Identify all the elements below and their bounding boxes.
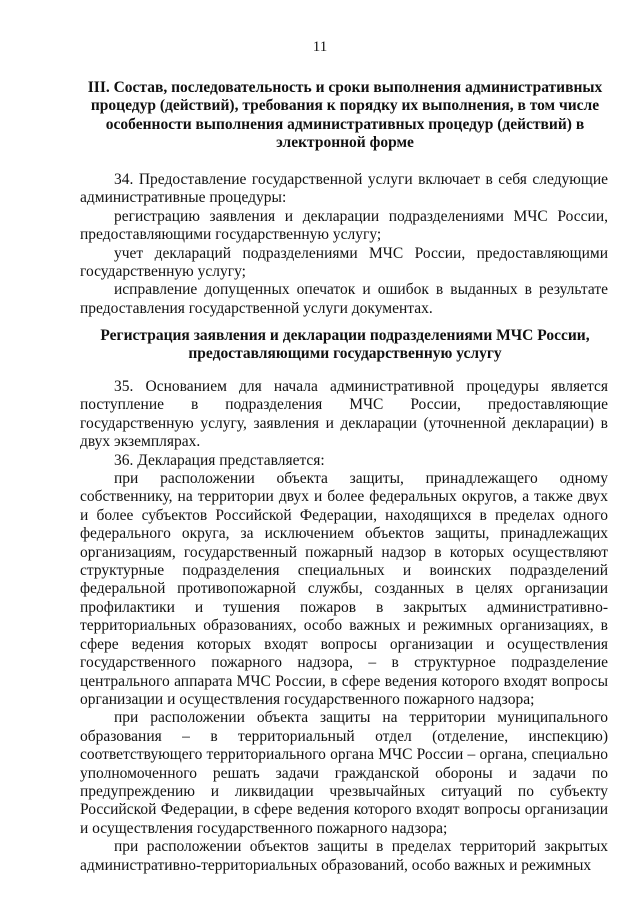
section-body: [80, 171, 608, 318]
page-number: 11: [312, 39, 328, 55]
subsection-body: [80, 378, 608, 875]
paragraph-34: 34. Предоставление государственной услуги включает в себя следующие административные процедуры:: [80, 171, 608, 207]
procedure-item-corrections: исправление допущенных опечаток и ошибок в выданных в результате предоставления государственной услуги документах.: [80, 281, 608, 317]
procedure-item-registration: регистрацию заявления и декларации подразделениями МЧС России, предоставляющими государственную услугу;: [80, 207, 608, 244]
paragraph-36: 36. Декларация представляется:: [114, 451, 325, 469]
paragraph-35: 35. Основанием для начала административной процедуры является поступление в подразделения МЧС России, предоставляющие государственную услугу, заявления и декларации (уточненной декларации) в двух экземплярах.: [80, 378, 608, 451]
declaration-case-closed-territories: при расположении объектов защиты в пределах территорий закрытых административно-территориальных образований, особо важных и режимных: [80, 838, 608, 874]
procedure-item-accounting: учет деклараций подразделениями МЧС России, предоставляющими государственную услугу;: [80, 244, 608, 281]
section-heading: III. Состав, последовательность и сроки выполнения административных процедур (действий), требования к порядку их выполнения, в том числе особенности выполнения административных процедур (действий) в электронной форме: [87, 79, 603, 152]
declaration-case-municipal: при расположении объекта защиты на территории муниципального образования – в территориальный отдел (отделение, инспекцию) соответствующего территориального органа МЧС России – органа, специально уполномоченного решать задачи гражданской обороны и задачи по предупреждению и ликвидации чрезвычайных ситуаций по субъекту Российской Федерации, в сфере ведения которого входят вопросы организации и осуществления государственного пожарного надзора;: [80, 709, 608, 837]
declaration-case-federal-districts: при расположении объекта защиты, принадлежащего одному собственнику, на территории двух и более федеральных округов, а также двух и более субъектов Российской Федерации, находящихся в пределах одного федерального округа, за исключением объектов защиты, принадлежащих организациям, государственный пожарный надзор в которых осуществляют структурные подразделения специальных и воинских подразделений федеральной противопожарной службы, созданных в целях организации профилактики и тушения пожаров в закрытых административно-территориальных образованиях, особо важных и режимных организациях, в сфере ведения которых входят вопросы организации и осуществления государственного пожарного надзора, – в структурное подразделение центрального аппарата МЧС России, в сфере ведения которого входят вопросы организации и осуществления государственного пожарного надзора;: [80, 470, 608, 708]
subsection-heading: Регистрация заявления и декларации подразделениями МЧС России, предоставляющими государственную услугу: [100, 327, 590, 363]
